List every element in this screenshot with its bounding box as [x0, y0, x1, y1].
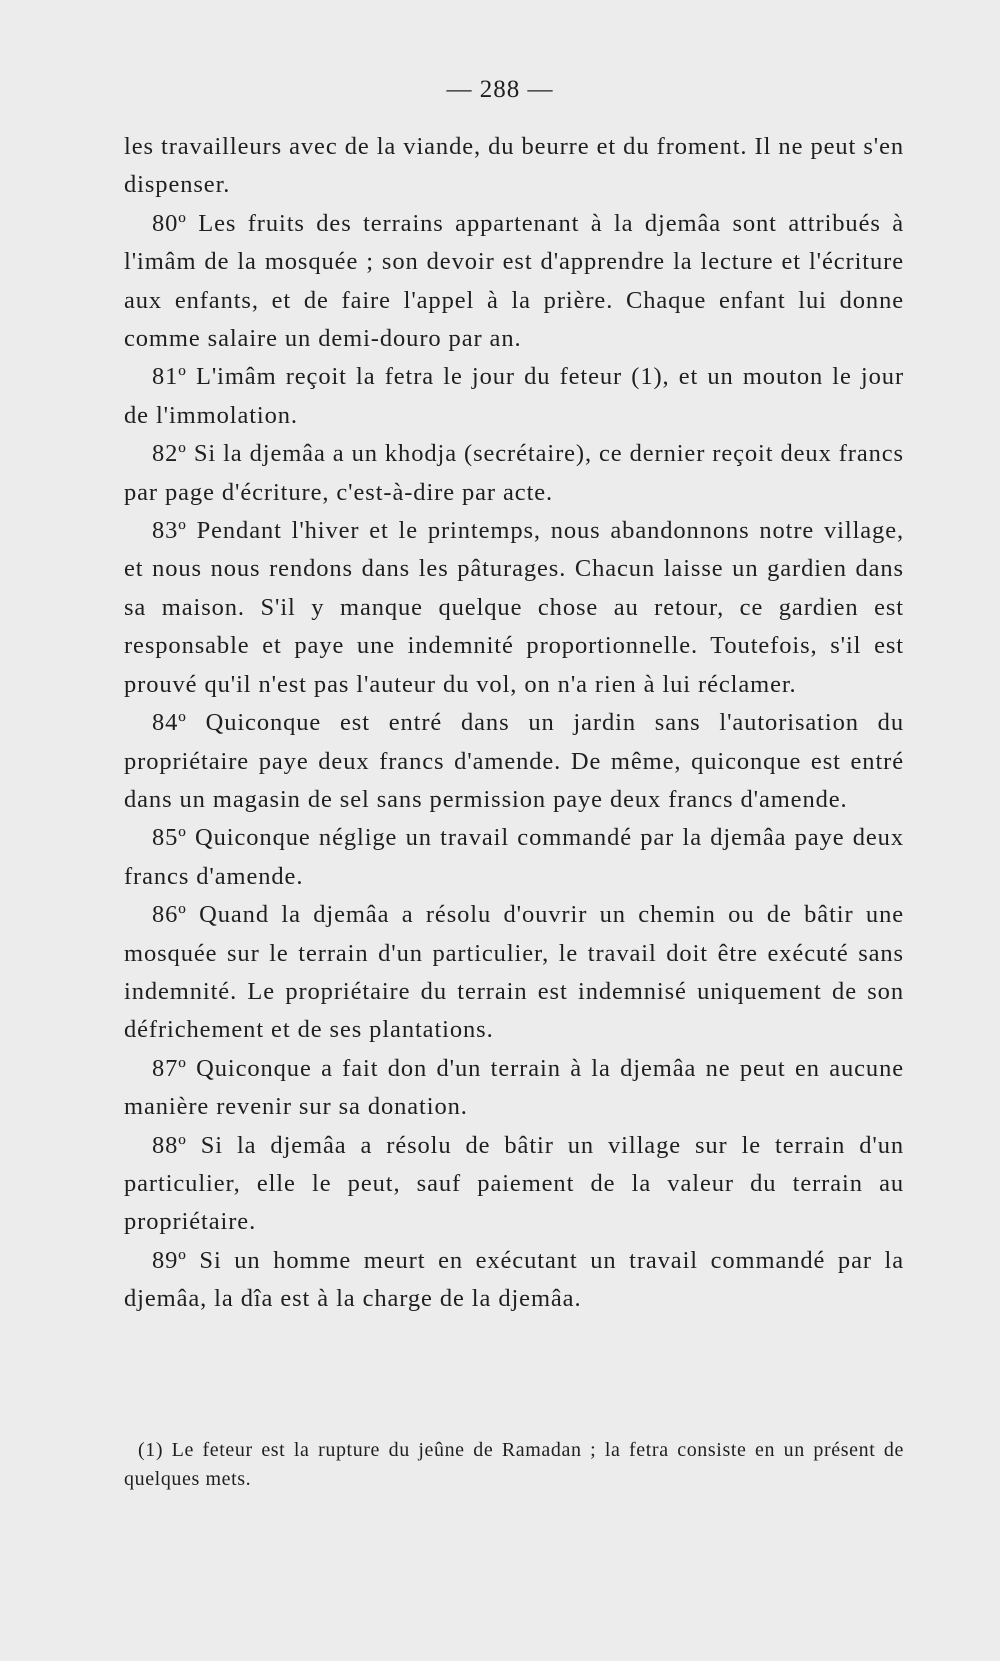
paragraph-article-87: 87º Quiconque a fait don d'un terrain à la djemâa ne peut en aucune manière revenir sur sa donation.	[124, 1054, 904, 1121]
body-text	[124, 128, 904, 1319]
page-number: — 288 —	[446, 76, 554, 103]
paragraph-article-82: 82º Si la djemâa a un khodja (secrétaire), ce dernier reçoit deux francs par page d'écriture, c'est-à-dire par acte.	[124, 440, 904, 506]
paragraph-article-89: 89º Si un homme meurt en exécutant un travail commandé par la djemâa, la dîa est à la charge de la djemâa.	[124, 1246, 904, 1313]
paragraph-article-88: 88º Si la djemâa a résolu de bâtir un village sur le terrain d'un particulier, elle le peut, sauf paiement de la valeur du terrain au propriétaire.	[124, 1131, 904, 1236]
footnote: (1) Le feteur est la rupture du jeûne de Ramadan ; la fetra consiste en un présent de quelques mets.	[124, 1439, 904, 1490]
paragraph-article-83: 83º Pendant l'hiver et le printemps, nous abandonnons notre village, et nous nous rendons dans les pâturages. Chacun laisse un gardien dans sa maison. S'il y manque quelque chose au retour, ce gardien est responsable et paye une indemnité proportionnelle. Toutefois, s'il est prouvé qu'il n'est pas l'auteur du vol, on n'a rien à lui réclamer.	[124, 517, 904, 698]
paragraph-article-85: 85º Quiconque néglige un travail commandé par la djemâa paye deux francs d'amende.	[124, 824, 904, 890]
paragraph-continuation: les travailleurs avec de la viande, du beurre et du froment. Il ne peut s'en dispenser.	[124, 133, 904, 199]
paragraph-article-84: 84º Quiconque est entré dans un jardin sans l'autorisation du propriétaire paye deux francs d'amende. De même, quiconque est entré dans un magasin de sel sans permission paye deux francs d'amende.	[124, 709, 904, 813]
paragraph-article-80: 80º Les fruits des terrains appartenant à la djemâa sont attribués à l'imâm de la mosquée ; son devoir est d'apprendre la lecture et l'écriture aux enfants, et de faire l'appel à la prière. Chaque enfant lui donne comme salaire un demi-douro par an.	[124, 209, 904, 353]
paragraph-article-81: 81º L'imâm reçoit la fetra le jour du feteur (1), et un mouton le jour de l'immolation.	[124, 363, 904, 429]
paragraph-article-86: 86º Quand la djemâa a résolu d'ouvrir un chemin ou de bâtir une mosquée sur le terrain d'un particulier, le travail doit être exécuté sans indemnité. Le propriétaire du terrain est indemnisé uniquement de son défrichement et de ses plantations.	[124, 901, 904, 1044]
